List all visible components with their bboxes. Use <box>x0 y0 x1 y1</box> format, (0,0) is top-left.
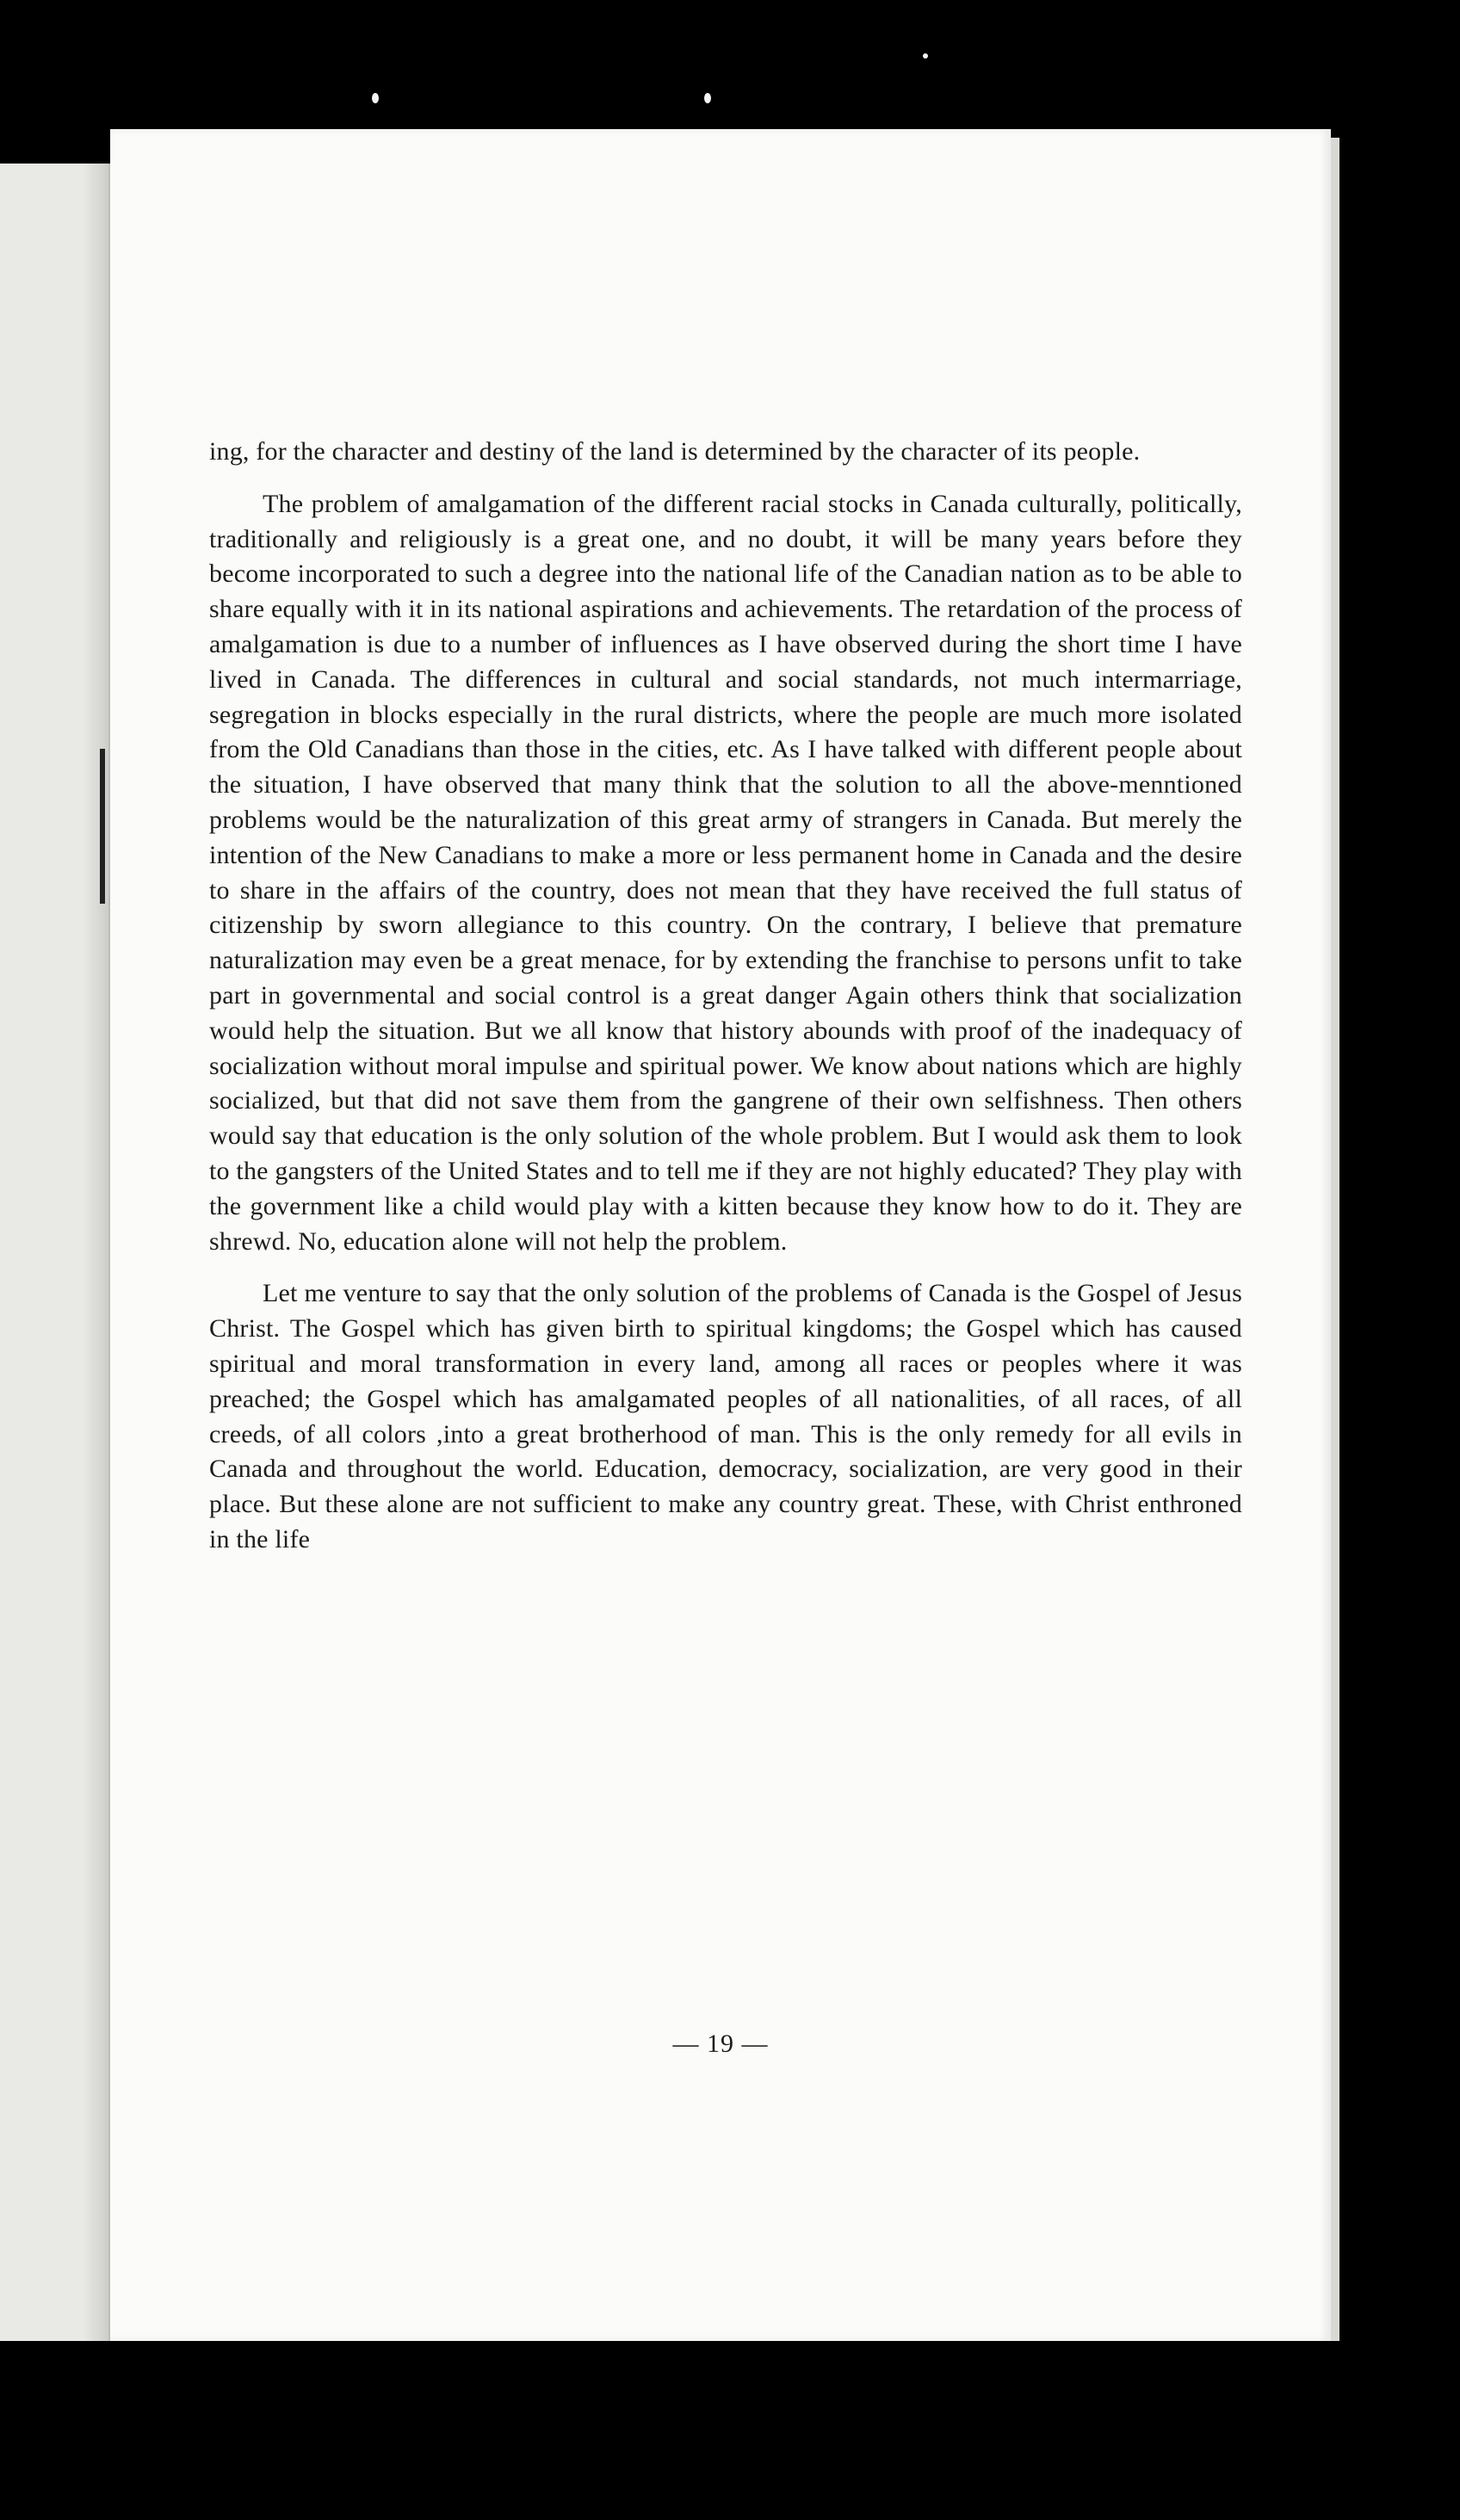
book-page <box>110 129 1331 2341</box>
page-number: — 19 — <box>672 2029 769 2058</box>
paragraph-continuation: ing, for the character and destiny of the land is determined by the character of its people. <box>209 437 1141 466</box>
binding-mark <box>100 749 105 904</box>
scan-speck <box>704 93 711 103</box>
facing-page-shadow <box>83 164 108 2341</box>
scan-speck <box>923 53 928 59</box>
paragraph-gospel: Let me venture to say that the only solution of the problems of Canada is the Gospel of Jesus Christ. The Gospel which has given birth to spiritual kingdoms; the Gospel which has caused spiritual and moral transformation in every land, among all races or peoples where it was preached; the Gospel which has amalgamated peoples of all nationalities, of all races, of all creeds, of all colors ,into a great brotherhood of man. This is the only remedy for all evils in Canada and throughout the world. Education, democracy, socialization, are very good in their place. But these alone are not sufficient to make any country great. These, with Christ enthroned in the life <box>209 1279 1242 1553</box>
paragraph-amalgamation: The problem of amalgamation of the different racial stocks in Canada culturally, politically, traditionally and religiously is a great one, and no doubt, it will be many years before they become incorporated to such a degree into the national life of the Canadian nation as to be able to share equally with it in its national aspirations and achievements. The retardation of the process of amalgamation is due to a number of influences as I have observed during the short time I have lived in Canada. The differences in cultural and social standards, not much intermarriage, segregation in blocks especially in the rural districts, where the people are much more isolated from the Old Canadians than those in the cities, etc. As I have talked with different people about the situation, I have observed that many think that the solution to all the above-menntioned problems would be the naturalization of this great army of strangers in Canada. But merely the intention of the New Canadians to make a more or less permanent home in Canada and the desire to share in the affairs of the country, does not mean that they have received the full status of citizenship by sworn allegiance to this country. On the contrary, I believe that premature naturalization may even be a great menace, for by extending the franchise to persons unfit to take part in governmental and social control is a great danger Again others think that socialization would help the situation. But we all know that history abounds with proof of the inadequacy of socialization without moral impulse and spiritual power. We know about nations which are highly socialized, but that did not save them from the gangrene of their own selfishness. Then others would say that education is the only solution of the whole problem. But I would ask them to look to the gangsters of the United States and to tell me if they are not highly educated? They play with the government like a child would play with a kitten because they know how to do it. They are shrewd. No, education alone will not help the problem. <box>209 489 1242 1256</box>
scan-speck <box>372 93 379 103</box>
facing-page-edge <box>0 164 111 2341</box>
page-body <box>209 435 1242 1575</box>
page-edge <box>1331 138 1339 2341</box>
